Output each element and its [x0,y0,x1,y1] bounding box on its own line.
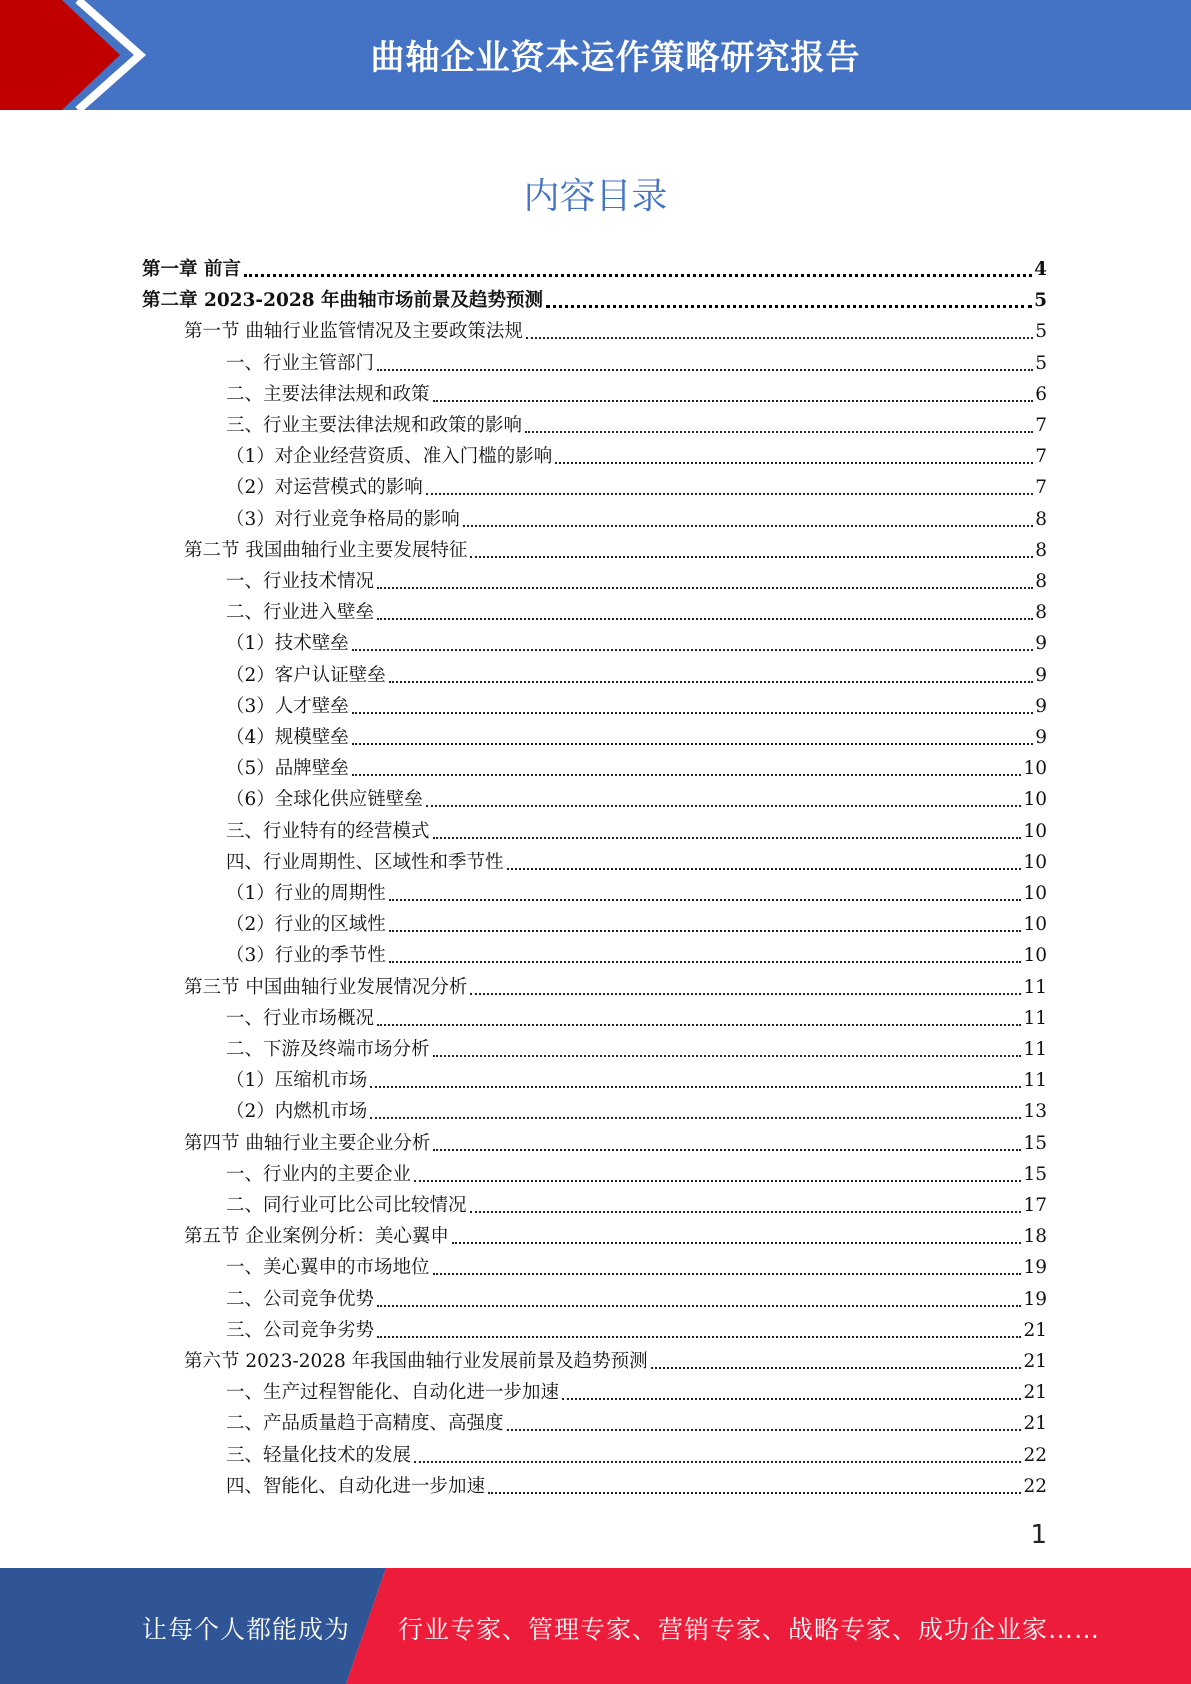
toc-entry-title: 四、智能化、自动化进一步加速 [226,1475,486,1497]
toc-entry-title: 二、公司竞争优势 [226,1288,375,1310]
toc-dot-leader [463,524,1033,527]
toc-entry[interactable] [226,691,1047,722]
toc-entry-page: 19 [1023,1257,1047,1279]
toc-entry[interactable] [184,1346,1047,1377]
toc-entry[interactable] [226,597,1047,628]
toc-entry-page: 5 [1034,290,1047,312]
toc-dot-leader [525,430,1033,433]
toc-entry-page: 10 [1023,758,1047,780]
toc-entry-page: 8 [1035,602,1047,624]
report-title: 曲轴企业资本运作策略研究报告 [370,38,861,78]
toc-entry-title: 第一节 曲轴行业监管情况及主要政策法规 [184,321,523,343]
toc-entry-title: （1）行业的周期性 [226,883,386,904]
toc-entry[interactable] [184,1221,1047,1252]
toc-entry-page: 18 [1023,1226,1047,1248]
toc-dot-leader [414,1460,1021,1463]
toc-entry-page: 7 [1035,415,1047,436]
toc-entry-title: 一、生产过程智能化、自动化进一步加速 [226,1382,560,1404]
toc-entry-page: 10 [1023,945,1047,967]
toc-entry[interactable] [226,1252,1047,1283]
toc-entry[interactable] [184,316,1047,347]
toc-dot-leader [526,336,1033,339]
toc-dot-leader [370,1085,1021,1088]
toc-entry-page: 19 [1023,1288,1047,1310]
toc-entry-title: （2）行业的区域性 [226,914,386,936]
toc-entry[interactable] [226,441,1047,472]
toc-entry[interactable] [184,535,1047,566]
toc-entry-page: 5 [1035,352,1047,374]
toc-entry-title: 第三节 中国曲轴行业发展情况分析 [184,976,468,998]
toc-dot-leader [389,960,1022,963]
toc-entry[interactable] [226,628,1047,659]
toc-entry-page: 11 [1023,976,1047,998]
toc-entry-title: （2）内燃机市场 [226,1101,368,1123]
toc-entry-title: （3）人才壁垒 [226,695,349,717]
toc-entry-title: （2）对运营模式的影响 [226,477,423,499]
toc-dot-leader [470,992,1021,995]
page-number: 1 [1030,1520,1047,1550]
toc-entry-page: 11 [1023,1007,1047,1029]
toc-entry[interactable] [226,348,1047,379]
toc-dot-leader [244,273,1032,277]
toc-entry[interactable] [226,1190,1047,1221]
toc-entry-page: 21 [1023,1413,1047,1435]
toc-entry[interactable] [226,816,1047,847]
toc-entry[interactable] [226,1159,1047,1190]
toc-entry-page: 10 [1023,914,1047,936]
toc-dot-leader [507,867,1022,870]
toc-dot-leader [546,304,1032,308]
toc-dot-leader [426,804,1022,807]
toc-dot-leader [389,929,1022,932]
toc-entry-page: 15 [1023,1163,1047,1185]
footer-slogan-left: 让每个人都能成为 [142,1615,351,1644]
toc-dot-leader [470,1210,1022,1213]
toc-entry-title: 第六节 2023-2028 年我国曲轴行业发展前景及趋势预测 [184,1351,648,1372]
toc-entry-page: 10 [1023,851,1047,873]
toc-dot-leader [433,836,1022,839]
toc-entry[interactable] [226,1003,1047,1034]
toc-entry-page: 22 [1023,1475,1047,1497]
toc-dot-leader [352,773,1022,776]
toc-entry[interactable] [226,722,1047,753]
toc-dot-leader [389,680,1033,683]
toc-entry-title: 第四节 曲轴行业主要企业分析 [184,1132,431,1154]
toc-entry[interactable] [226,1034,1047,1065]
toc-entry[interactable] [226,784,1047,815]
toc-dot-leader [651,1366,1022,1369]
toc-entry-title: 四、行业周期性、区域性和季节性 [226,851,504,873]
toc-entry[interactable] [226,472,1047,503]
toc-entry[interactable] [226,504,1047,535]
toc-entry[interactable] [226,379,1047,410]
toc-entry-page: 21 [1023,1319,1047,1341]
toc-entry-title: （3）行业的季节性 [226,945,386,967]
toc-entry[interactable] [226,1377,1047,1408]
toc-entry-title: 二、行业进入壁垒 [226,602,375,624]
toc-entry-title: 第五节 企业案例分析：美心翼申 [184,1226,449,1248]
toc-entry-title: 二、下游及终端市场分析 [226,1039,430,1060]
toc-entry-title: 三、行业主要法律法规和政策的影响 [226,415,523,436]
toc-dot-leader [433,1272,1022,1275]
toc-entry-page: 7 [1035,446,1047,468]
toc-entry[interactable] [226,1471,1047,1502]
toc-dot-leader [389,898,1022,901]
toc-dot-leader [470,555,1033,558]
toc-entry[interactable] [184,972,1047,1003]
toc-entry-title: （2）客户认证壁垒 [226,664,386,686]
toc-entry-title: 一、行业内的主要企业 [226,1163,412,1185]
toc-entry-title: 一、行业主管部门 [226,352,375,374]
toc-dot-leader [377,1023,1021,1026]
toc-entry-title: 一、行业技术情况 [226,571,375,592]
footer-slogan-right: 行业专家、管理专家、营销专家、战略专家、成功企业家…… [398,1615,1101,1644]
toc-entry[interactable] [226,410,1047,441]
toc-entry[interactable] [226,660,1047,691]
toc-entry-page: 8 [1035,571,1047,592]
toc-entry[interactable] [226,1096,1047,1127]
toc-entry[interactable] [226,847,1047,878]
toc-dot-leader [426,492,1033,495]
toc-entry-page: 11 [1023,1039,1047,1060]
toc-entry[interactable] [226,753,1047,784]
toc-dot-leader [352,711,1033,714]
toc-entry-page: 10 [1023,789,1047,811]
toc-entry-title: （3）对行业竞争格局的影响 [226,508,460,530]
toc-dot-leader [414,1179,1021,1182]
toc-dot-leader [433,1054,1022,1057]
toc-entry-page: 9 [1035,695,1047,717]
toc-entry-title: 三、公司竞争劣势 [226,1319,375,1341]
toc-entry-page: 7 [1035,477,1047,499]
toc-dot-leader [377,586,1033,589]
toc-dot-leader [433,399,1034,402]
toc-heading: 内容目录 [523,176,668,217]
toc-entry-page: 8 [1035,508,1047,530]
toc-entry[interactable] [142,285,1047,316]
toc-dot-leader [555,461,1033,464]
toc-entry[interactable] [226,566,1047,597]
toc-entry-page: 17 [1023,1195,1047,1216]
toc-entry-page: 11 [1023,1070,1047,1092]
toc-entry[interactable] [226,940,1047,971]
toc-entry-page: 21 [1023,1382,1047,1404]
toc-dot-leader [377,1304,1021,1307]
toc-entry-title: （1）对企业经营资质、准入门槛的影响 [226,446,553,468]
toc-dot-leader [352,742,1033,745]
toc-dot-leader [370,1116,1021,1119]
toc-entry-page: 5 [1035,321,1047,343]
toc-entry-title: （1）压缩机市场 [226,1070,368,1092]
toc-entry-title: 第二章 2023-2028 年曲轴市场前景及趋势预测 [142,290,544,312]
toc-dot-leader [452,1241,1022,1244]
toc-dot-leader [377,368,1033,371]
toc-entry-page: 4 [1034,259,1047,280]
toc-entry-title: 第一章 前言 [142,259,241,280]
footer-banner [0,1568,1191,1684]
toc-entry-page: 13 [1023,1101,1047,1123]
toc-dot-leader [507,1428,1022,1431]
toc-entry-page: 22 [1023,1444,1047,1466]
toc-entry-page: 10 [1023,883,1047,904]
toc-entry-title: （6）全球化供应链壁垒 [226,789,423,811]
toc-entry-page: 9 [1035,727,1047,748]
toc-entry[interactable] [226,1440,1047,1471]
toc-entry-title: 二、主要法律法规和政策 [226,383,430,405]
toc-entry[interactable] [142,254,1047,285]
toc-entry-page: 8 [1035,539,1047,561]
toc-entry[interactable] [226,1315,1047,1346]
toc-entry[interactable] [226,1065,1047,1096]
report-header [0,0,1191,110]
toc-entry-title: 一、行业市场概况 [226,1007,375,1029]
toc-entry-title: 第二节 我国曲轴行业主要发展特征 [184,539,468,561]
toc-entry-page: 9 [1035,633,1047,655]
toc-dot-leader [433,1148,1021,1151]
toc-entry-title: 二、产品质量趋于高精度、高强度 [226,1413,504,1435]
toc-entry-page: 9 [1035,664,1047,686]
toc-entry-page: 6 [1035,383,1047,405]
toc-entry-title: 二、同行业可比公司比较情况 [226,1195,467,1216]
toc-entry-title: 一、美心翼申的市场地位 [226,1257,430,1279]
toc-entry-title: （1）技术壁垒 [226,633,349,655]
toc-entry[interactable] [226,909,1047,940]
toc-dot-leader [488,1491,1021,1494]
toc-entry-title: 三、轻量化技术的发展 [226,1444,412,1466]
toc-entry[interactable] [226,1408,1047,1439]
toc-entry[interactable] [226,878,1047,909]
toc-entry-title: （4）规模壁垒 [226,727,349,748]
toc-entry-title: 三、行业特有的经营模式 [226,820,430,842]
toc-entry[interactable] [226,1284,1047,1315]
toc-dot-leader [352,648,1033,651]
toc-dot-leader [377,1335,1021,1338]
toc-entry[interactable] [184,1128,1047,1159]
toc-entry-title: （5）品牌壁垒 [226,758,349,780]
toc-entry-page: 15 [1023,1132,1047,1154]
toc-entry-page: 10 [1023,820,1047,842]
toc-entry-page: 21 [1023,1351,1047,1372]
toc-dot-leader [562,1397,1021,1400]
toc-dot-leader [377,617,1033,620]
